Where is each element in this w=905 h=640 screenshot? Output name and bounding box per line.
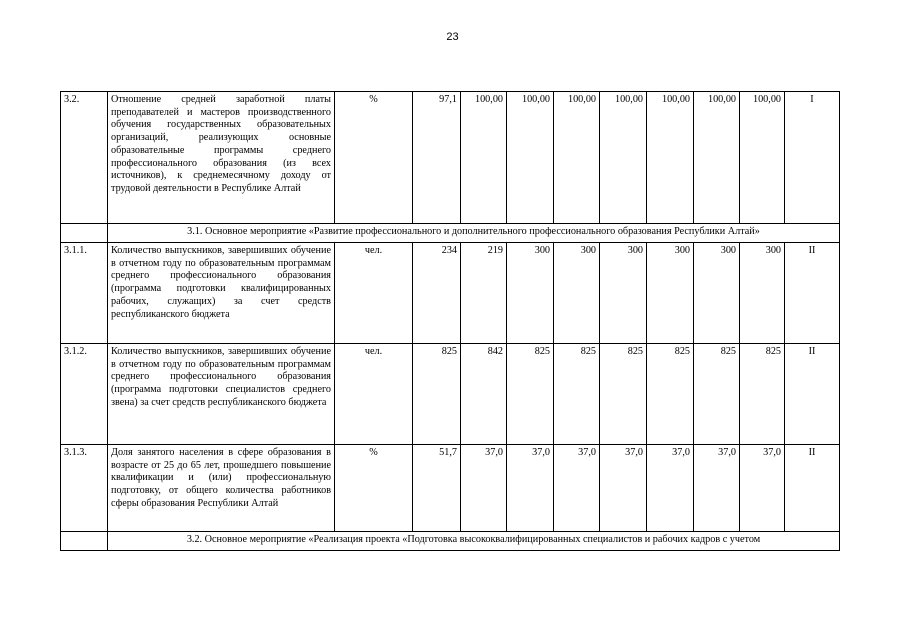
indicator-value: 100,00: [507, 92, 554, 224]
indicator-unit: %: [335, 92, 413, 224]
indicator-value: 300: [507, 243, 554, 344]
indicator-value: 100,00: [554, 92, 600, 224]
indicator-number: 3.1.2.: [61, 344, 108, 445]
indicator-value: 234: [413, 243, 461, 344]
indicator-value: 37,0: [694, 445, 740, 532]
indicator-value: 37,0: [461, 445, 507, 532]
indicator-value: 300: [600, 243, 647, 344]
indicator-value: 37,0: [740, 445, 785, 532]
indicator-priority: II: [785, 243, 840, 344]
indicator-value: 37,0: [507, 445, 554, 532]
section-heading: 3.2. Основное мероприятие «Реализация проекта «Подготовка высококвалифицированных специалистов и рабочих кадров с учетом: [108, 532, 840, 551]
indicator-value: 300: [694, 243, 740, 344]
indicator-value: 825: [647, 344, 694, 445]
indicator-priority: II: [785, 445, 840, 532]
table-row: [61, 243, 840, 344]
indicator-value: 300: [554, 243, 600, 344]
indicator-unit: %: [335, 445, 413, 532]
empty-cell: [61, 224, 108, 243]
indicator-description: Количество выпускников, завершивших обучение в отчетном году по образовательным программам среднего профессионального образования (программа подготовки специалистов среднего звена) за счет средств республиканского бюджета: [108, 344, 335, 445]
indicator-unit: чел.: [335, 243, 413, 344]
indicator-number: 3.1.3.: [61, 445, 108, 532]
indicator-value: 300: [647, 243, 694, 344]
indicator-unit: чел.: [335, 344, 413, 445]
indicator-description: Доля занятого населения в сфере образования в возрасте от 25 до 65 лет, прошедшего повышение квалификации и (или) профессиональную подготовку, от общего количества работников сферы образования Республики Алтай: [108, 445, 335, 532]
indicator-priority: II: [785, 344, 840, 445]
indicator-value: 842: [461, 344, 507, 445]
indicator-value: 825: [740, 344, 785, 445]
table-row: [61, 344, 840, 445]
indicator-number: 3.1.1.: [61, 243, 108, 344]
table-row: [61, 92, 840, 224]
indicator-value: 51,7: [413, 445, 461, 532]
indicator-value: 97,1: [413, 92, 461, 224]
indicator-number: 3.2.: [61, 92, 108, 224]
section-heading: 3.1. Основное мероприятие «Развитие профессионального и дополнительного профессионального образования Республики Алтай»: [108, 224, 840, 243]
indicator-value: 825: [600, 344, 647, 445]
indicators-table: [60, 91, 840, 551]
table-row: [61, 445, 840, 532]
indicator-value: 300: [740, 243, 785, 344]
indicator-value: 825: [507, 344, 554, 445]
indicator-description: Количество выпускников, завершивших обучение в отчетном году по образовательным программам среднего профессионального образования (программа подготовки квалифицированных рабочих, служащих) за счет средств республиканского бюджета: [108, 243, 335, 344]
indicator-value: 37,0: [554, 445, 600, 532]
section-row: [61, 224, 840, 243]
indicator-value: 37,0: [600, 445, 647, 532]
indicator-value: 100,00: [600, 92, 647, 224]
indicator-value: 219: [461, 243, 507, 344]
empty-cell: [61, 532, 108, 551]
section-row: [61, 532, 840, 551]
indicator-description: Отношение средней заработной платы преподавателей и мастеров производственного обучения государственных образовательных организаций, реализующих основные образовательные программы среднего профессионального образования (из всех источников), к среднемесячному доходу от трудовой деятельности в Республике Алтай: [108, 92, 335, 224]
indicator-value: 825: [694, 344, 740, 445]
indicator-value: 37,0: [647, 445, 694, 532]
indicator-value: 100,00: [461, 92, 507, 224]
indicator-value: 100,00: [694, 92, 740, 224]
indicator-value: 100,00: [647, 92, 694, 224]
page-number: 23: [446, 31, 459, 43]
indicator-value: 100,00: [740, 92, 785, 224]
indicator-value: 825: [413, 344, 461, 445]
indicator-priority: I: [785, 92, 840, 224]
indicator-value: 825: [554, 344, 600, 445]
